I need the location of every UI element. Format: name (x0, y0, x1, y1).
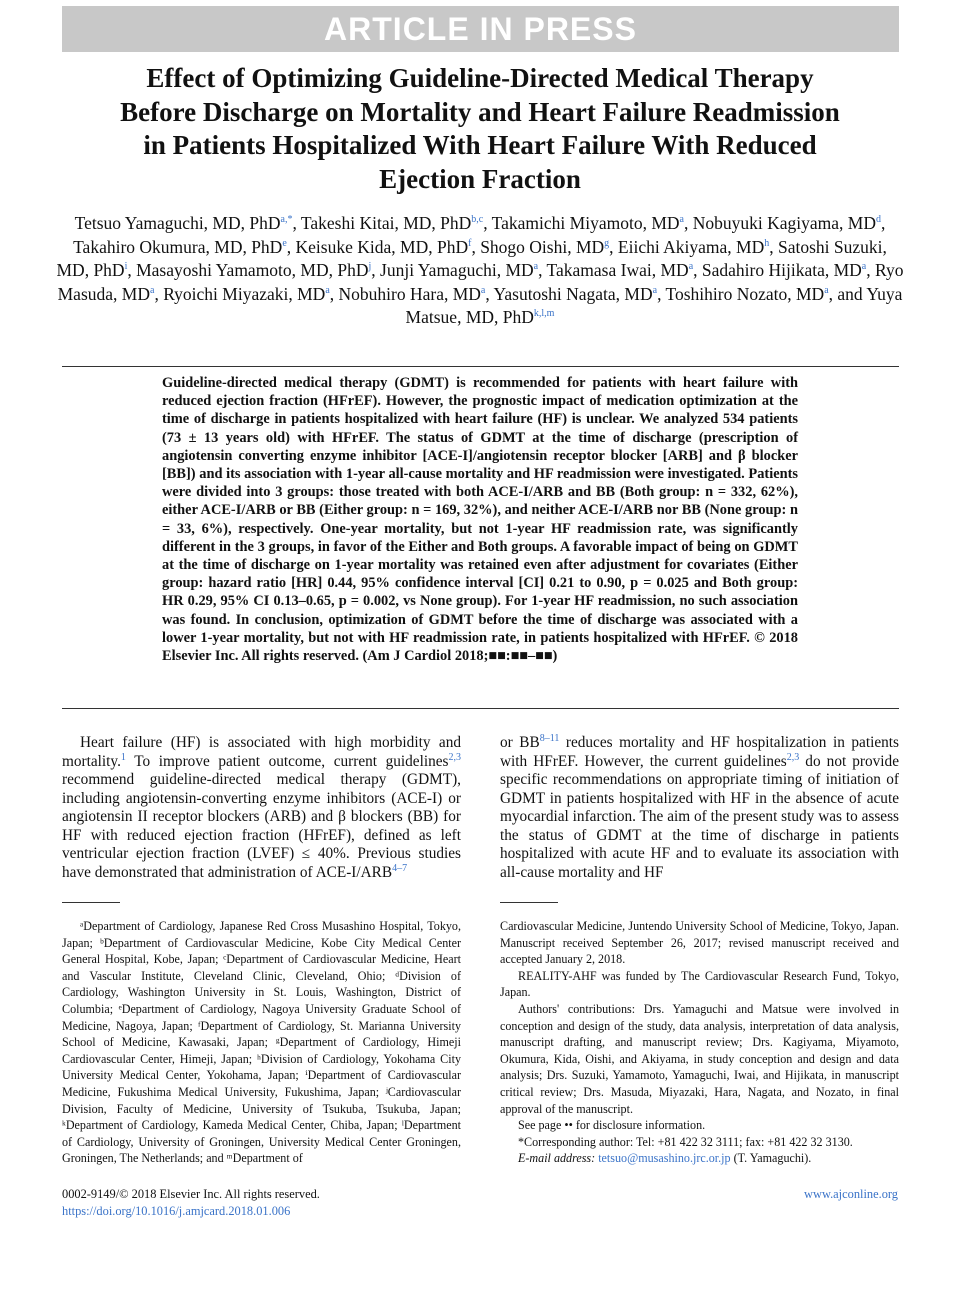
author-affiliation-marker[interactable]: j (368, 261, 372, 273)
author-separator: , (154, 283, 164, 304)
author-affiliation-marker[interactable]: a (325, 284, 330, 296)
article-in-press-banner: ARTICLE IN PRESS (62, 6, 899, 52)
top-divider (62, 366, 899, 367)
author-separator: , (329, 283, 339, 304)
citation-link[interactable]: 2,3 (786, 751, 800, 763)
author-affiliation-marker[interactable]: a (861, 261, 867, 273)
author-separator: , (657, 283, 666, 304)
footnote-rule-right (500, 902, 558, 903)
author-name: Satoshi Suzuki, MD, PhD (56, 236, 887, 281)
author-name: Eiichi Akiyama, MD (617, 236, 765, 257)
affiliations-continued: Cardiovascular Medicine, Juntendo University School of Medicine, Tokyo, Japan. Manuscript received September 26, 2017; revised manuscript received and accepted January 2, 2018. (500, 919, 899, 967)
corresponding-author: *Corresponding author: Tel: +81 422 32 3111; fax: +81 422 32 3130. (518, 1134, 853, 1149)
footnote-rule-left (62, 902, 120, 903)
author-affiliation-marker[interactable]: a (688, 261, 694, 273)
author-affiliation-marker[interactable]: b,c (471, 214, 484, 226)
author-separator: , (127, 260, 137, 281)
author-separator: , (286, 236, 296, 257)
author-name: Keisuke Kida, MD, PhD (295, 236, 469, 257)
author-affiliation-marker[interactable]: k,l,m (533, 308, 555, 320)
contributions-note: Authors' contributions: Drs. Yamaguchi and Matsue were involved in conception and design of the study, data analysis, interpretation of data analysis, manuscript drafting, and manuscript review; Drs. Kagiyama, Miyamoto, Okumura, Kida, Oishi, and Akiyama, in study conception and design and data analysis; Drs. Suzuki, Yamamoto, Yamaguchi, Iwai, and Hijikata, in manuscript critical review; Drs. Masuda, Miyazaki, Hara, Nagata, and Nozato, in final approval of the manuscript. (500, 1001, 899, 1116)
author-affiliation-marker[interactable]: a,* (280, 214, 293, 226)
author-name: Shogo Oishi, MD (480, 236, 605, 257)
author-name: Tetsuo Yamaguchi, MD, PhD (74, 213, 281, 233)
author-name: Takamichi Miyamoto, MD (491, 213, 680, 233)
author-name: Sadahiro Hijikata, MD (701, 260, 862, 281)
author-name: Nobuhiro Hara, MD (338, 283, 481, 304)
author-affiliation-marker[interactable]: a (652, 284, 658, 296)
author-separator: , (371, 260, 381, 281)
author-separator: , (292, 213, 301, 233)
author-name: Nobuyuki Kagiyama, MD (692, 213, 876, 233)
body-text: reduces mortality and HF hospitalization in patients with HFrEF. However, the current guidelines (500, 734, 899, 770)
author-affiliation-marker[interactable]: a (679, 214, 684, 226)
email-link[interactable]: tetsuo@musashino.jrc.or.jp (598, 1151, 731, 1166)
author-separator: , (538, 260, 547, 281)
author-affiliation-marker[interactable]: h (764, 237, 770, 249)
citation-link[interactable]: 8–11 (539, 732, 560, 744)
article-title: Effect of Optimizing Guideline-Directed Medical Therapy Before Discharge on Mortality and Heart Failure Readmission in Patients Hospitalized With Heart Failure With Reduced Ejection Fraction (120, 63, 840, 194)
author-separator: , (880, 213, 886, 233)
author-affiliation-marker[interactable]: g (604, 237, 610, 249)
author-name: Takahiro Okumura, MD, PhD (73, 236, 283, 257)
footer-right (804, 1186, 898, 1203)
body-text: Heart failure (HF) is associated with high morbidity and mortality. (62, 734, 461, 770)
author-name: Takeshi Kitai, MD, PhD (300, 213, 472, 233)
email-label: E-mail address: (518, 1151, 596, 1166)
disclosure-note: See page •• for disclosure information. (518, 1118, 706, 1133)
author-name: Yuya Matsue, MD, PhD (405, 283, 903, 328)
author-name: Masayoshi Yamamoto, MD, PhD (136, 260, 369, 281)
author-affiliation-marker[interactable]: a (824, 284, 829, 296)
author-name: Yasutoshi Nagata, MD (493, 283, 653, 304)
citation-link[interactable]: 4–7 (392, 862, 408, 874)
author-separator: , (609, 236, 618, 257)
author-affiliation-marker[interactable]: a (533, 261, 539, 273)
author-affiliation-marker[interactable]: i (124, 261, 128, 273)
author-affiliation-marker[interactable]: a (480, 284, 486, 296)
author-separator: , (683, 213, 693, 233)
author-separator: , (471, 236, 481, 257)
body-text: To improve patient outcome, current guidelines (125, 752, 449, 770)
footnote-right-column (500, 918, 899, 1167)
abstract: Guideline-directed medical therapy (GDMT) is recommended for patients with heart failure with reduced ejection fraction (HFrEF). However, the prognostic impact of medication optimization at the time of discharge in patients hospitalized with heart failure (HF) is unclear. We analyzed 534 patients (73 ± 13 years old) with HFrEF. The status of GDMT at the time of discharge (prescription of angiotensin converting enzyme inhibitor [ACE-I]/angiotensin receptor blocker [ARB] and β blocker [BB]) and its association with 1-year all-cause mortality and HF readmission were investigated. Patients were divided into 3 groups: those treated with both ACE-I/ARB and BB (Both group: n = 332, 62%), either ACE-I/ARB or BB (Either group: n = 169, 32%), and neither ACE-I/ARB nor BB (None group: n = 33, 6%), respectively. One-year mortality, but not 1-year HF readmission rate, was significantly different in the 3 groups, in favor of the Either and Both groups. A favorable impact of being on GDMT at the time of discharge on 1-year mortality was retained even after adjustment for covariates (Either group: hazard ratio [HR] 0.44, 95% confidence interval [CI] 0.21 to 0.90, p = 0.025 and Both group: HR 0.29, 95% CI 0.13–0.65, p = 0.002, vs None group). For 1-year HF readmission, no such association was found. In conclusion, optimization of GDMT before the time of discharge was associated with a lower 1-year mortality, but not with HF readmission rate, in patients hospitalized with HFrEF. © 2018 Elsevier Inc. All rights reserved. (Am J Cardiol 2018;■■:■■–■■) (162, 375, 798, 665)
body-text: or BB (500, 734, 540, 751)
author-affiliation-marker[interactable]: d (875, 214, 881, 226)
author-name: Junji Yamaguchi, MD (380, 260, 534, 281)
body-column-left (62, 734, 461, 882)
abstract-divider (62, 708, 899, 709)
author-name: Ryo Masuda, MD (57, 260, 904, 304)
email-line (500, 1150, 899, 1167)
author-affiliation-marker[interactable]: a (149, 284, 155, 296)
issn-copyright: 0002-9149/© 2018 Elsevier Inc. All rights reserved. (62, 1187, 320, 1201)
citation-link[interactable]: 2,3 (448, 751, 461, 763)
footer-left (62, 1186, 320, 1220)
journal-site-link[interactable]: www.ajconline.org (804, 1187, 898, 1201)
author-separator: , (866, 260, 875, 281)
body-text: do not provide specific recommendations on appropriate timing of initiation of GDMT in patients hospitalized with HF in the absence of acute myocardial infarction. The aim of the present study was to assess the status of GDMT at the time of discharge in patients hospitalized with acute HF and to evaluate its association with all-cause mortality and HF (500, 752, 899, 881)
author-separator: , (485, 283, 494, 304)
author-name: Takamasa Iwai, MD (546, 260, 689, 281)
author-separator: , (693, 260, 702, 281)
author-affiliation-marker[interactable]: f (468, 237, 472, 249)
author-separator: , and (828, 283, 867, 304)
doi-link[interactable]: https://doi.org/10.1016/j.amjcard.2018.01.006 (62, 1204, 291, 1218)
affiliations-text: ᵃDepartment of Cardiology, Japanese Red Cross Musashino Hospital, Tokyo, Japan; ᵇDepartment of Cardiovascular Medicine, Kobe City Medical Center General Hospital, Kobe, Japan; ᶜDepartment of Cardiovascular Medicine, Heart and Vascular Institute, Cleveland Clinic, Cleveland, Ohio; ᵈDivision of Cardiology, Washington University in St. Louis, Washington, District of Columbia; ᵉDepartment of Cardiology, Nagoya University Graduate School of Medicine, Nagoya, Japan; ᶠDepartment of Cardiology, St. Marianna University School of Medicine, Kawasaki, Japan; ᵍDepartment of Cardiology, Himeji Cardiovascular Center, Himeji, Japan; ʰDivision of Cardiology, Yokohama City University Medical Center, Yokohama, Japan; ⁱDepartment of Cardiovascular Medicine, Fukushima Medical University, Fukushima, Japan; ʲCardiovascular Division, Faculty of Medicine, University of Tsukuba, Tsukuba, Japan; ᵏDepartment of Cardiology, Kameda Medical Center, Chiba, Japan; ˡDepartment of Cardiology, University of Groningen, University Medical Center Groningen, Groningen, The Netherlands; and ᵐDepartment of (62, 919, 461, 1166)
citation-link[interactable]: 1 (120, 751, 126, 763)
author-separator: , (769, 236, 778, 257)
author-list (55, 212, 905, 330)
author-name: Ryoichi Miyazaki, MD (163, 283, 326, 304)
email-suffix: (T. Yamaguchi). (730, 1151, 812, 1166)
author-affiliation-marker[interactable]: e (282, 237, 287, 249)
author-name: Toshihiro Nozato, MD (665, 283, 825, 304)
funding-note: REALITY-AHF was funded by The Cardiovascular Research Fund, Tokyo, Japan. (500, 968, 899, 1000)
body-text: recommend guideline-directed medical therapy (GDMT), including angiotensin-converting enzyme inhibitors (ACE-I) or angiotensin II receptor blockers (ARB) and β blockers (BB) for HF with reduced ejection fraction (HFrEF), defined as left ventricular ejection fraction (LVEF) ≤ 40%. Previous studies have demonstrated that administration of ACE-I/ARB (62, 771, 461, 881)
author-separator: , (483, 213, 492, 233)
body-column-right (500, 734, 899, 882)
footnote-affiliations (62, 918, 461, 1167)
